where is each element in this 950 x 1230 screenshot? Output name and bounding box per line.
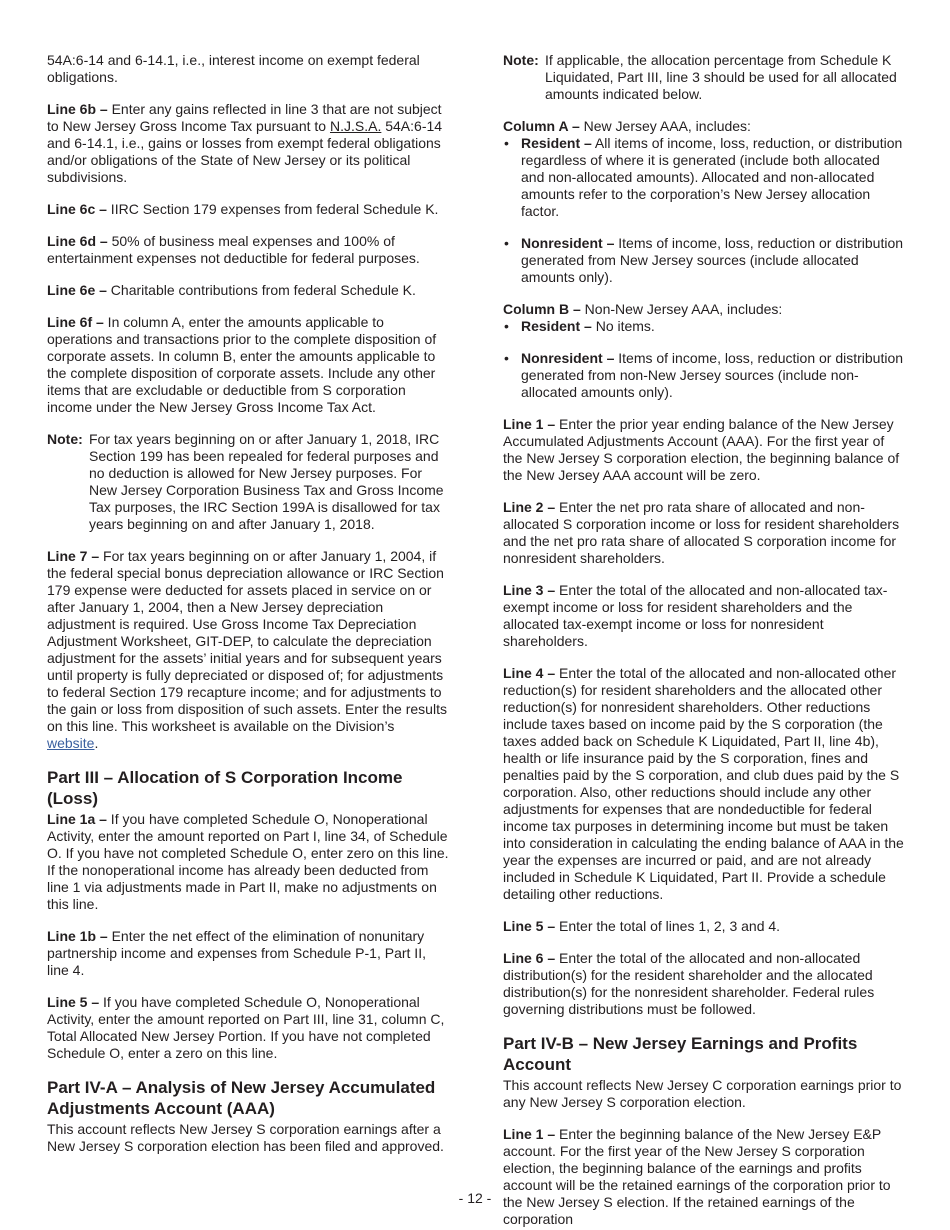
part-3-line-1b: Line 1b – Enter the net effect of the elimination of nonunitary partnership income and expenses from Schedule P-1, Part II, line 4. [47, 928, 426, 978]
continued-paragraph: 54A:6-14 and 6-14.1, i.e., interest income on exempt federal obligations. [47, 52, 420, 85]
part-3-line-5: Line 5 – If you have completed Schedule O, Nonoperational Activity, enter the amount reported on Part III, line 31, column C, Total Allocated New Jersey Portion. If you have not completed Schedule O, enter a zero on this line. [47, 994, 445, 1061]
aaa-line-6: Line 6 – Enter the total of the allocated and non-allocated distribution(s) for the resident shareholder and the allocated distribution(s) for the nonresident shareholder. Federal rules governing distributions must be followed. [503, 950, 875, 1017]
list-item: • Nonresident – Items of income, loss, reduction or distribution generated from non-New Jersey sources (include non-allocated amounts only). [504, 350, 904, 400]
aaa-line-1: Line 1 – Enter the prior year ending balance of the New Jersey Accumulated Adjustments Account (AAA). For the first year of the New Jersey S corporation election, the beginning balance of the New Jersey AAA account will be zero. [503, 416, 900, 483]
right-column [503, 52, 905, 1228]
column-b-heading: Column B – Non-New Jersey AAA, includes: [503, 301, 783, 317]
note-irc-199: Note: For tax years beginning on or after January 1, 2018, IRC Section 199 has been repealed for federal purposes and no deduction is allowed for New Jersey purposes. For New Jersey Corporation Business Tax and Gross Income Tax purposes, the IRC Section 199A is disallowed for tax years beginning on and after January 1, 2018. [47, 431, 444, 532]
website-link[interactable]: website [47, 735, 95, 751]
line-6b: Line 6b – Enter any gains reflected in line 3 that are not subject to New Jersey Gross Income Tax pursuant to N.J.S.A. 54A:6-14 and 6-14.1, i.e., gains or losses from exempt federal obligations and/or obligations of the State of New Jersey or its political subdivisions. [47, 101, 443, 185]
line-6f: Line 6f – In column A, enter the amounts applicable to operations and transactions prior to the complete disposition of corporate assets. In column B, enter the amounts applicable to the complete disposition of corporate assets. Include any other items that are excludable or deductible from S corporation income under the New Jersey Gross Income Tax Act. [47, 314, 437, 415]
list-item: • Resident – No items. [504, 318, 655, 334]
line-6c: Line 6c – IIRC Section 179 expenses from federal Schedule K. [47, 201, 439, 217]
aaa-line-2: Line 2 – Enter the net pro rata share of allocated and non-allocated S corporation income or loss for resident shareholders and the net pro rata share of allocated S corporation income for nonresident shareholders. [503, 499, 900, 566]
aaa-line-5: Line 5 – Enter the total of lines 1, 2, 3 and 4. [503, 918, 781, 934]
list-item: • Resident – All items of income, loss, reduction, or distribution regardless of where it is generated (include both allocated and non-allocated amounts). Allocated and non-allocated amounts refer to the corporation’s New Jersey allocation factor. [504, 135, 903, 219]
part-4b-heading: Part IV-B – New Jersey Earnings and Profits Account [503, 1034, 858, 1074]
aaa-line-4: Line 4 – Enter the total of the allocated and non-allocated other reduction(s) for resident shareholders and the allocated other reduction(s) for nonresident shareholders. Other reductions include taxes based on income paid by the S corporation (the taxes added back on Schedule K Liquidated, Part II, line 4b), health or life insurance paid by the S corporation, fines and penalties paid by the S corporation, and club dues paid by the S corporation. Also, other reductions should include any other adjustments for expenses that are nondeductible for federal income tax purposes in determining income but must be taken into consideration in calculating the ending balance of AAA in the year the expenses are incurred or paid, and are not already included in Schedule K Liquidated, Part II. Provide a schedule detailing other reductions. [503, 665, 904, 902]
list-item: • Nonresident – Items of income, loss, reduction or distribution generated from New Jersey sources (include allocated amounts only). [504, 235, 904, 285]
note-allocation-percentage: Note: If applicable, the allocation percentage from Schedule K Liquidated, Part III, line 3 should be used for all allocated amounts indicated below. [503, 52, 897, 102]
part-4b-line-1: Line 1 – Enter the beginning balance of the New Jersey E&P account. For the first year of the New Jersey S corporation election, the beginning balance of the earnings and profits account will be the retained earnings of the corporation prior to the New Jersey S election. If the retained earnings of the corporation [503, 1126, 891, 1227]
line-7: Line 7 – For tax years beginning on or after January 1, 2004, if the federal special bonus depreciation allowance or IRC Section 179 expense were deducted for assets placed in service on or after January 1, 2004, then a New Jersey depreciation adjustment is required. Use Gross Income Tax Depreciation Adjustment Worksheet, GIT-DEP, to calculate the depreciation adjustment for the assets’ initial years and for subsequent years until property is fully depreciated or disposed of; for adjustments to federal Section 179 recapture income; and for adjustments to the gain or loss from disposition of such assets. Enter the results on this line. This worksheet is available on the Division’s website. [47, 548, 447, 751]
part-4a-heading: Part IV-A – Analysis of New Jersey Accumulated Adjustments Account (AAA) [47, 1078, 436, 1118]
bullet-icon: • [504, 235, 509, 251]
page-number: - 12 - [458, 1190, 492, 1206]
line-6d: Line 6d – 50% of business meal expenses and 100% of entertainment expenses not deductible for federal purposes. [47, 233, 420, 266]
bullet-icon: • [504, 318, 509, 334]
bullet-icon: • [504, 135, 509, 151]
column-b-list [503, 318, 905, 401]
part-3-heading: Part III – Allocation of S Corporation Income (Loss) [47, 768, 403, 808]
column-a-list [503, 135, 905, 286]
bullet-icon: • [504, 350, 509, 366]
left-column [47, 52, 449, 1155]
part-3-line-1a: Line 1a – If you have completed Schedule O, Nonoperational Activity, enter the amount reported on Part I, line 34, of Schedule O. If you have not completed Schedule O, enter zero on this line. If the nonoperational income has already been deducted from line 1 via adjustments made in Part II, make no adjustments on this line. [47, 811, 449, 912]
part-4a-intro: This account reflects New Jersey S corporation earnings after a New Jersey S corporation election has been filed and approved. [47, 1121, 444, 1154]
line-6e: Line 6e – Charitable contributions from federal Schedule K. [47, 282, 416, 298]
column-a-heading: Column A – New Jersey AAA, includes: [503, 118, 751, 134]
part-4b-intro: This account reflects New Jersey C corporation earnings prior to any New Jersey S corporation election. [503, 1077, 902, 1110]
aaa-line-3: Line 3 – Enter the total of the allocated and non-allocated tax-exempt income or loss for resident shareholders and the allocated tax-exempt income or loss for nonresident shareholders. [503, 582, 888, 649]
